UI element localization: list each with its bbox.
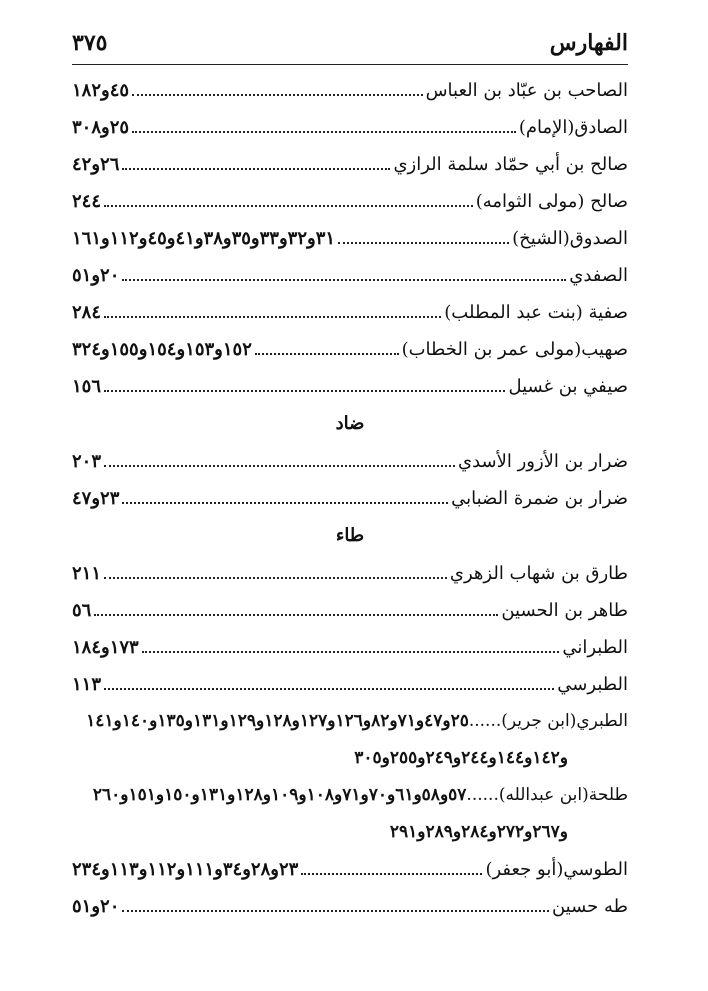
entry-pages: ١٥٦ [72,376,102,397]
entry-name: الصدوق(الشيخ) [512,228,628,249]
entry-name: الطبرسي [557,674,628,695]
entry-name: طارق بن شهاب الزهري [449,563,628,584]
leader-dots [104,205,473,207]
index-entry [72,72,628,109]
entry-pages: ٥٦ [72,600,92,621]
entry-pages: ٢٤٤ [72,191,102,212]
entry-pages: ١٧٣و١٨٤ [72,637,139,658]
index-list [72,72,628,925]
entry-pages: ٢٣و٤٧ [72,488,120,509]
leader-dots [122,279,566,281]
leader-dots [338,242,509,244]
leader-dots [122,502,448,504]
index-entry [72,666,628,703]
index-entry-multiline [72,703,628,777]
entry-pages: ٢٥و٤٧و٧١و٨٢و١٢٦و١٢٧و١٢٨و١٢٩و١٣١و١٣٥و١٤٠و١٤١ [86,711,469,731]
entry-name: صالح بن أبي حمّاد سلمة الرازي [393,154,628,175]
entry-pages-continued: و٢٦٧و٢٧٢و٢٨٤و٢٨٩و٢٩١ [389,822,568,842]
leader-dots [104,316,441,318]
leader-dots [104,688,554,690]
entry-name: صالح (مولى الثوامه) [475,191,628,212]
entry-name: طاهر بن الحسين [501,600,628,621]
entry-name: ضرار بن الأزور الأسدي [457,451,628,472]
entry-name: الطبري(ابن جرير)...... [468,711,628,731]
leader-dots [104,465,455,467]
index-entry [72,220,628,257]
entry-pages: ٢٥و٣٠٨ [72,117,130,138]
index-entry [72,183,628,220]
entry-pages: ٢٦و٤٢ [72,154,120,175]
index-entry [72,555,628,592]
page-number: ٣٧٥ [72,30,108,56]
leader-dots [94,614,498,616]
entry-name: صيفي بن غسيل [508,376,628,397]
leader-dots [142,651,560,653]
leader-dots [104,577,447,579]
entry-pages: ٢٠و٥١ [72,896,120,917]
entry-pages: ١٥٢و١٥٣و١٥٤و١٥٥و٣٢٤ [72,339,252,360]
leader-dots [301,873,482,875]
index-entry [72,146,628,183]
entry-name: الطوسي(أبو جعفر) [485,859,628,880]
entry-pages: ٢٠٣ [72,451,102,472]
index-entry [72,331,628,368]
leader-dots [132,131,516,133]
leader-dots [122,910,549,912]
entry-pages: ٢٨٤ [72,302,102,323]
page-header [72,28,628,62]
entry-pages: ٤٥و١٨٢ [72,80,130,101]
index-entry [72,109,628,146]
entry-pages-continued: و١٤٢و١٤٤و٢٤٤و٢٤٩و٢٥٥و٣٠٥ [354,748,568,768]
entry-pages: ٢١١ [72,563,102,584]
entry-name: ضرار بن ضمرة الضبابي [451,488,628,509]
index-entry [72,443,628,480]
entry-pages: ١١٣ [72,674,102,695]
entry-name: الصادق(الإمام) [518,117,628,138]
header-rule [72,64,628,65]
index-entry [72,480,628,517]
running-title: الفهارس [549,30,628,56]
entry-name: طه حسين [551,896,628,917]
entry-name: الصفدي [569,265,628,286]
section-heading-dad: ضاد [335,413,365,434]
index-entry [72,257,628,294]
index-entry-multiline [72,777,628,851]
index-entry [72,368,628,405]
section-heading-ta: طاء [335,525,365,546]
entry-pages: ٢٠و٥١ [72,265,120,286]
leader-dots [122,168,390,170]
index-entry [72,851,628,888]
index-entry [72,629,628,666]
entry-name: الطبراني [562,637,628,658]
leader-dots [255,353,399,355]
entry-pages: ٢٣و٢٨و٣٤و١١١و١١٢و١١٣و٢٣٤ [72,859,299,880]
entry-pages: ٥٧و٥٨و٦١و٧٠و٧١و١٠٨و١٠٩و١٢٨و١٣١و١٥٠و١٥١و٢٦٠ [92,785,467,805]
entry-name: طلحة(ابن عبدالله)...... [466,785,628,805]
index-entry [72,294,628,331]
entry-name: صفية (بنت عبد المطلب) [444,302,628,323]
index-entry [72,888,628,925]
entry-name: الصاحب بن عبّاد بن العباس [425,80,628,101]
index-entry [72,592,628,629]
entry-name: صهيب(مولى عمر بن الخطاب) [401,339,628,360]
entry-pages: ٣١و٣٢و٣٣و٣٥و٣٨و٤١و٤٥و١١٢و١٦١ [72,228,336,249]
leader-dots [132,94,423,96]
leader-dots [104,390,505,392]
